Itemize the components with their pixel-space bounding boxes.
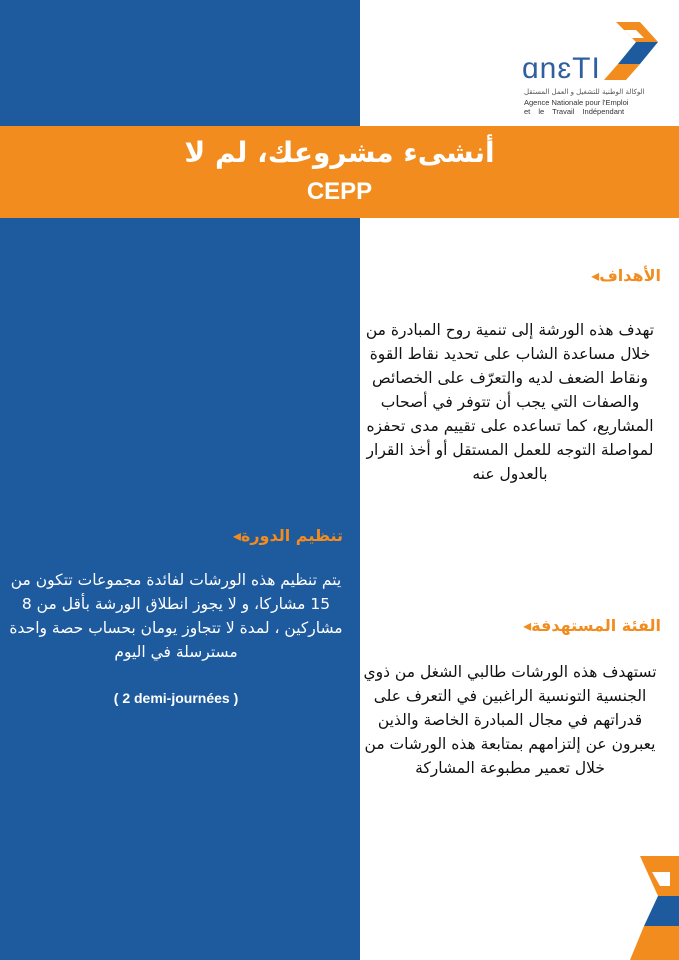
brand-french-line1: Agence Nationale pour l'Emploi bbox=[524, 98, 629, 107]
target-text: تستهدف هذه الورشات طالبي الشغل من ذوي الجنسية التونسية الراغبين في التعرف على قدراتهم في مجال المبادرة الخاصة والذين يعبرون عن إلتزامهم بمتابعة هذه الورشات من خلال تعمير مطبوعة المشاركة bbox=[363, 663, 657, 777]
chevron-left-icon: ◂ bbox=[591, 266, 600, 285]
page-title: أنشىء مشروعك، لم لا bbox=[184, 136, 495, 169]
goals-heading-label: الأهداف bbox=[599, 266, 661, 285]
aneti-corner-mark bbox=[610, 856, 679, 960]
organization-heading bbox=[223, 526, 343, 545]
goals-text: تهدف هذه الورشة إلى تنمية روح المبادرة من خلال مساعدة الشاب على تحديد نقاط القوة ونقاط الضعف لديه والتعرّف على الخصائص والصفات التي يجب أن تتوفر في أصحاب المشاريع، كما تساعده على تقييم مدى تحفزه لمواصلة التوجه للعمل المستقل أو أخذ القرار بالعدول عنه bbox=[365, 321, 655, 483]
chevron-left-icon: ◂ bbox=[523, 616, 532, 635]
organization-note: ( 2 demi-journées ) bbox=[113, 690, 239, 706]
target-heading-label: الفئة المستهدفة bbox=[531, 616, 661, 635]
chevron-left-icon: ◂ bbox=[232, 526, 241, 545]
brand-french-line2: et le Travail Indépendant bbox=[524, 107, 625, 116]
target-heading bbox=[513, 616, 661, 635]
brand-wordmark: ɑnɛTI bbox=[522, 52, 601, 85]
brand-arabic-name: الوكالة الوطنية للتشغيل و العمل المستقل bbox=[524, 88, 645, 96]
page-subtitle: CEPP bbox=[306, 178, 373, 205]
goals-heading bbox=[581, 266, 661, 285]
organization-text: يتم تنظيم هذه الورشات لفائدة مجموعات تتكون من 15 مشاركا، و لا يجوز انطلاق الورشة بأقل من 8 مشاركين ، لمدة لا تتجاوز يومان بحساب حصة واحدة مسترسلة في اليوم bbox=[9, 571, 343, 661]
aneti-logo-mark bbox=[596, 16, 666, 86]
organization-heading-label: تنظيم الدورة bbox=[240, 526, 343, 545]
